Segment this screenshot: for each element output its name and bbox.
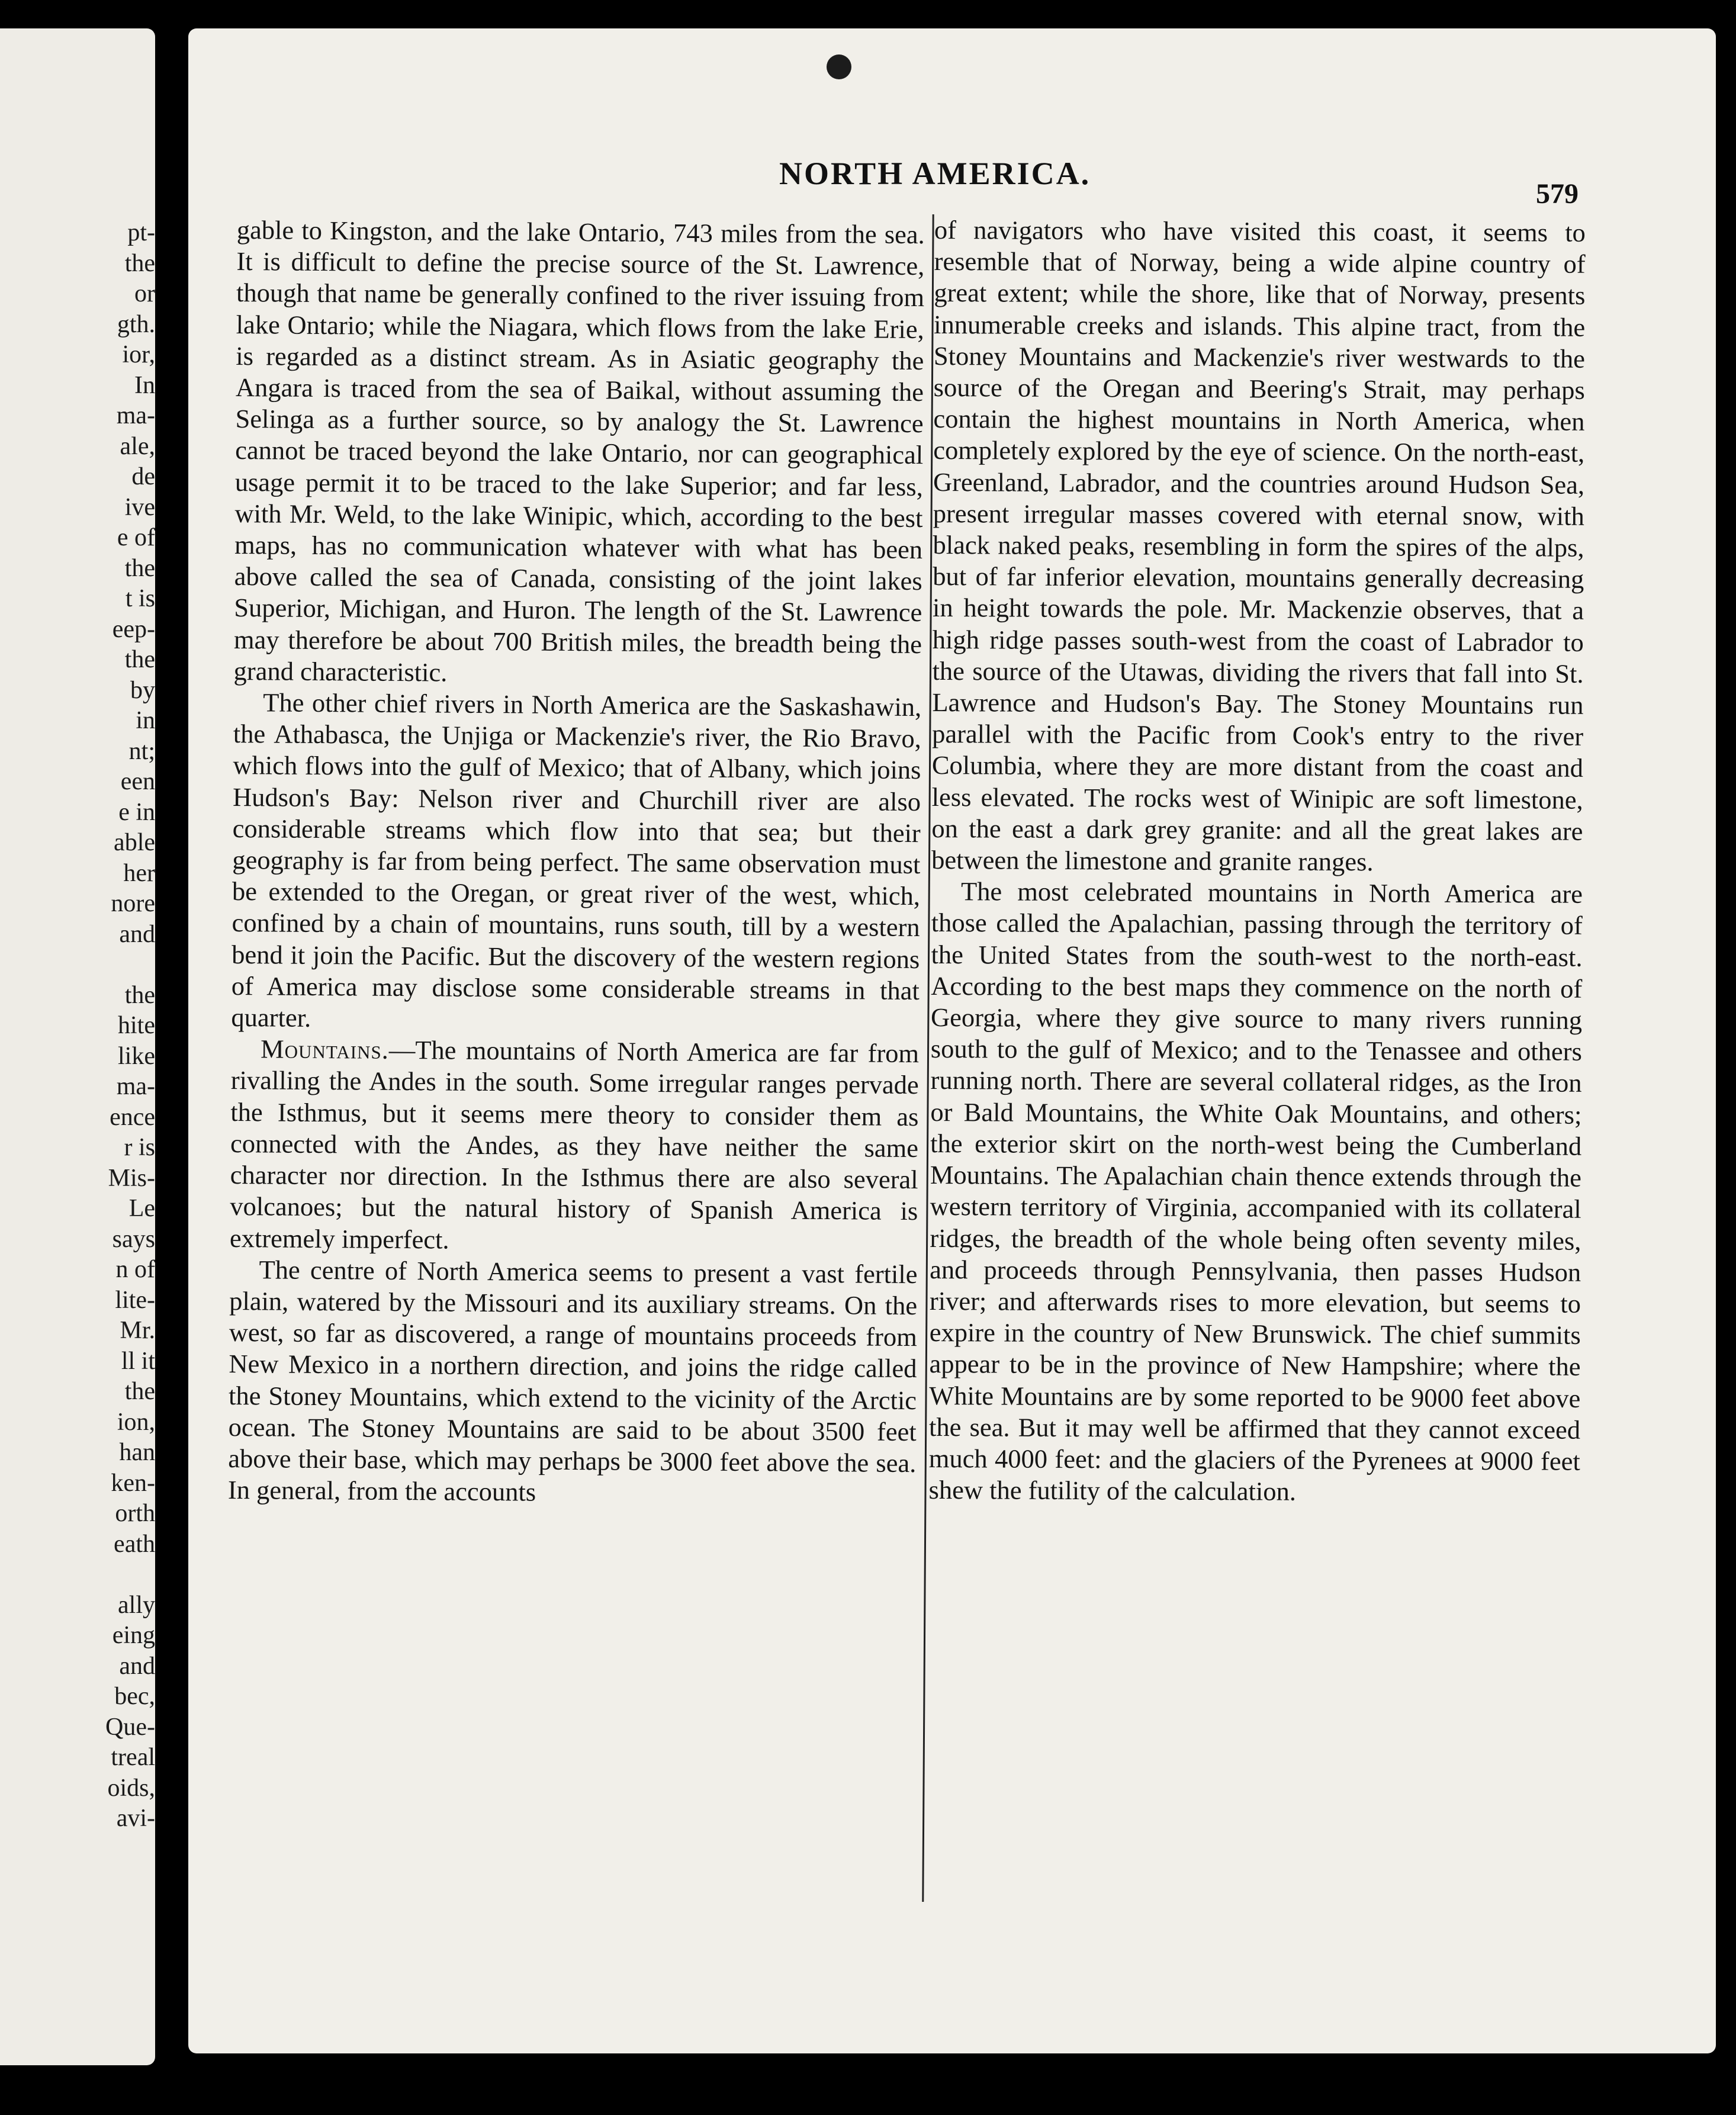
facing-page-fragment: by — [130, 676, 155, 704]
facing-page-fragment: n of — [115, 1256, 155, 1283]
page-number: 579 — [1536, 178, 1579, 210]
facing-page-fragment: ma- — [116, 1073, 155, 1100]
facing-page-fragment: eing — [112, 1622, 155, 1649]
facing-page-fragment: pt- — [127, 219, 155, 246]
facing-page-fragment: gth. — [117, 310, 155, 338]
facing-page-fragment: Le — [128, 1195, 155, 1222]
facing-page-fragment: lite- — [115, 1286, 155, 1314]
paragraph-alpine-country: of navigators who have visited this coast, it seems to resemble that of Norway, being a wide alpine country of great extent; while the shore, like that of Norway, presents innumerable creeks and islands. This alpine tract, from the Stoney Mountains and Mackenzie's river westwards to the source of the Oregan and Beering's Strait, may perhaps contain the highest mountains in North America, when completely explored by the eye of science. On the north-east, Greenland, Labrador, and the countries around Hudson Sea, present irregular masses covered with eternal snow, with black naked peaks, resembling in form the spires of the alps, but of far inferior elevation, mountains generally decreasing in height towards the pole. Mr. Mackenzie observes, that a high ridge passes south-west from the coast of Labrador to the source of the Utawas, dividing the rivers that fall into St. Lawrence and Hudson's Bay. The Stoney Mountains run parallel with the Pacific from Cook's entry to the river Columbia, where they are more distant from the coast and less elevated. The rocks west of Winipic are soft limestone, on the east a dark grey granite: and all the great lakes are between the limestone and granite ranges. — [931, 215, 1586, 877]
facing-page-text-fragments — [7, 218, 155, 1834]
paragraph-apalachian: The most celebrated mountains in North America are those called the Apalachian, passing through the territory of the United States from the south-west to the north-east. According to the best maps they commence on the north of Georgia, where they give source to many rivers running south to the gulf of Mexico; and to the Tenassee and others running north. There are several collateral ridges, as the Iron or Bald Mountains, the White Oak Mountains, and others; the exterior skirt on the north-west being the Cumberland Mountains. The Apalachian chain thence extends through the western territory of Virginia, accompanied with its collateral ridges, the breadth of the whole being often seventy miles, and proceeds through Pennsylvania, then passes Hudson river; and afterwards rises to more elevation, but seems to expire in the country of New Brunswick. The chief summits appear to be in the province of New Hampshire; where the White Mountains are by some reported to be 9000 feet above the sea. But it may well be affirmed that they cannot exceed much 4000 feet: and the glaciers of the Pyrenees at 9000 feet shew the futility of the calculation. — [928, 876, 1583, 1506]
facing-page-fragment: and — [119, 920, 155, 948]
facing-page-fragment: the — [124, 1378, 155, 1405]
facing-page-fragment: eath — [114, 1530, 155, 1558]
facing-page-fragment: ale, — [120, 432, 155, 460]
facing-page-fragment: han — [119, 1439, 155, 1466]
facing-page-fragment: Mr. — [120, 1317, 155, 1344]
facing-page-fragment: the — [124, 981, 155, 1009]
facing-page-fragment: nore — [111, 890, 155, 917]
facing-page-edge — [0, 28, 155, 2065]
section-heading-mountains: Mountains. — [260, 1034, 389, 1065]
facing-page-fragment: eep- — [112, 615, 155, 643]
left-column — [228, 214, 925, 1510]
facing-page-fragment: her — [123, 859, 155, 887]
facing-page-fragment: and — [119, 1652, 155, 1680]
facing-page-fragment: says — [112, 1225, 155, 1253]
facing-page-fragment: ll it — [121, 1347, 155, 1375]
facing-page-fragment: Que- — [105, 1713, 155, 1741]
facing-page-fragment: ior, — [122, 341, 155, 368]
facing-page-fragment: nt; — [128, 737, 155, 765]
facing-page-fragment — [7, 1560, 155, 1590]
facing-page-fragment: ion, — [117, 1408, 155, 1436]
facing-page-fragment: ally — [118, 1591, 155, 1619]
running-title: NORTH AMERICA. — [779, 156, 1091, 191]
facing-page-fragment: avi- — [116, 1805, 155, 1832]
facing-page-fragment: Mis- — [108, 1164, 155, 1192]
paragraph-other-rivers: The other chief rivers in North America are the Saskashawin, the Athabasca, the Unjiga or Mackenzie's river, the Rio Bravo, which flows into the gulf of Mexico; that of Albany, which joins Hudson's Bay: Nelson river and Churchill river are also considerable streams which flow into that sea; but their geography is far from being perfect. The same observation must be extended to the Oregan, or great river of the west, which, confined by a chain of mountains, runs south, till by a western bend it join the Pacific. But the discovery of the western regions of America may disclose some considerable streams in that quarter. — [231, 687, 922, 1033]
facing-page-fragment: e in — [118, 798, 155, 826]
facing-page-fragment — [7, 950, 155, 981]
facing-page-fragment: the — [124, 646, 155, 673]
facing-page-fragment: orth — [115, 1500, 155, 1527]
facing-page-fragment: ma- — [116, 402, 155, 429]
paragraph-centre-plain: The centre of North America seems to present a vast fertile plain, watered by the Missouri and its auxiliary streams. On the west, so far as discovered, a range of mountains proceeds from New Mexico in a northern direction, and joins the ridge called the Stoney Mountains, which extend to the vicinity of the Arctic ocean. The Stoney Mountains are said to be about 3500 feet above their base, which may perhaps be 3000 feet above the sea. In general, from the accounts — [227, 1255, 918, 1507]
facing-page-fragment: ken- — [111, 1469, 155, 1497]
binding-hole — [827, 54, 851, 79]
facing-page-fragment: oids, — [107, 1774, 155, 1802]
facing-page-fragment: een — [120, 768, 155, 795]
facing-page-fragment: ence — [110, 1103, 155, 1131]
paragraph-st-lawrence: gable to Kingston, and the lake Ontario, 743 miles from the sea. It is difficult to define the precise source of the St. Lawrence, though that name be generally confined to the river issuing from lake Ontario; while the Niagara, which flows from the lake Erie, is regarded as a distinct stream. As in Asiatic geography the Angara is traced from the sea of Baikal, without assuming the Selinga as a further source, so by analogy the St. Lawrence cannot be traced beyond the lake Ontario, nor can geographical usage permit it to be traced to the lake Superior; and far less, with Mr. Weld, to the lake Winipic, which, according to the best maps, has no communication whatever with what has been above called the sea of Canada, consisting of the joint lakes Superior, Michigan, and Huron. The length of the St. Lawrence may therefore be about 700 British miles, the breadth being the grand characteristic. — [233, 214, 925, 687]
facing-page-fragment: t is — [125, 585, 155, 612]
facing-page-fragment: In — [134, 371, 155, 399]
right-column — [928, 214, 1586, 1509]
facing-page-fragment: hite — [118, 1012, 155, 1039]
facing-page-fragment: r is — [124, 1134, 155, 1161]
facing-page-fragment: able — [114, 829, 155, 856]
facing-page-fragment: bec, — [114, 1683, 155, 1710]
facing-page-fragment: the — [124, 249, 155, 277]
facing-page-fragment: or — [134, 280, 155, 307]
paragraph-mountains-body: —The mountains of North America are far from rivalling the Andes in the south. Some irregular ranges pervade the Isthmus, but it seems mere theory to consider them as connected with the Andes, as they have neither the same character nor direction. In the Isthmus there are also several volcanoes; but the natural history of Spanish America is extremely imperfect. — [229, 1035, 920, 1255]
facing-page-fragment: like — [118, 1042, 155, 1070]
facing-page-fragment: the — [124, 554, 155, 582]
facing-page-fragment: de — [131, 463, 155, 490]
facing-page-fragment: ive — [124, 493, 155, 521]
facing-page-fragment: treal — [111, 1744, 155, 1771]
facing-page-fragment: in — [136, 707, 155, 734]
facing-page-fragment: e of — [117, 524, 155, 551]
paragraph-mountains — [230, 1033, 920, 1259]
